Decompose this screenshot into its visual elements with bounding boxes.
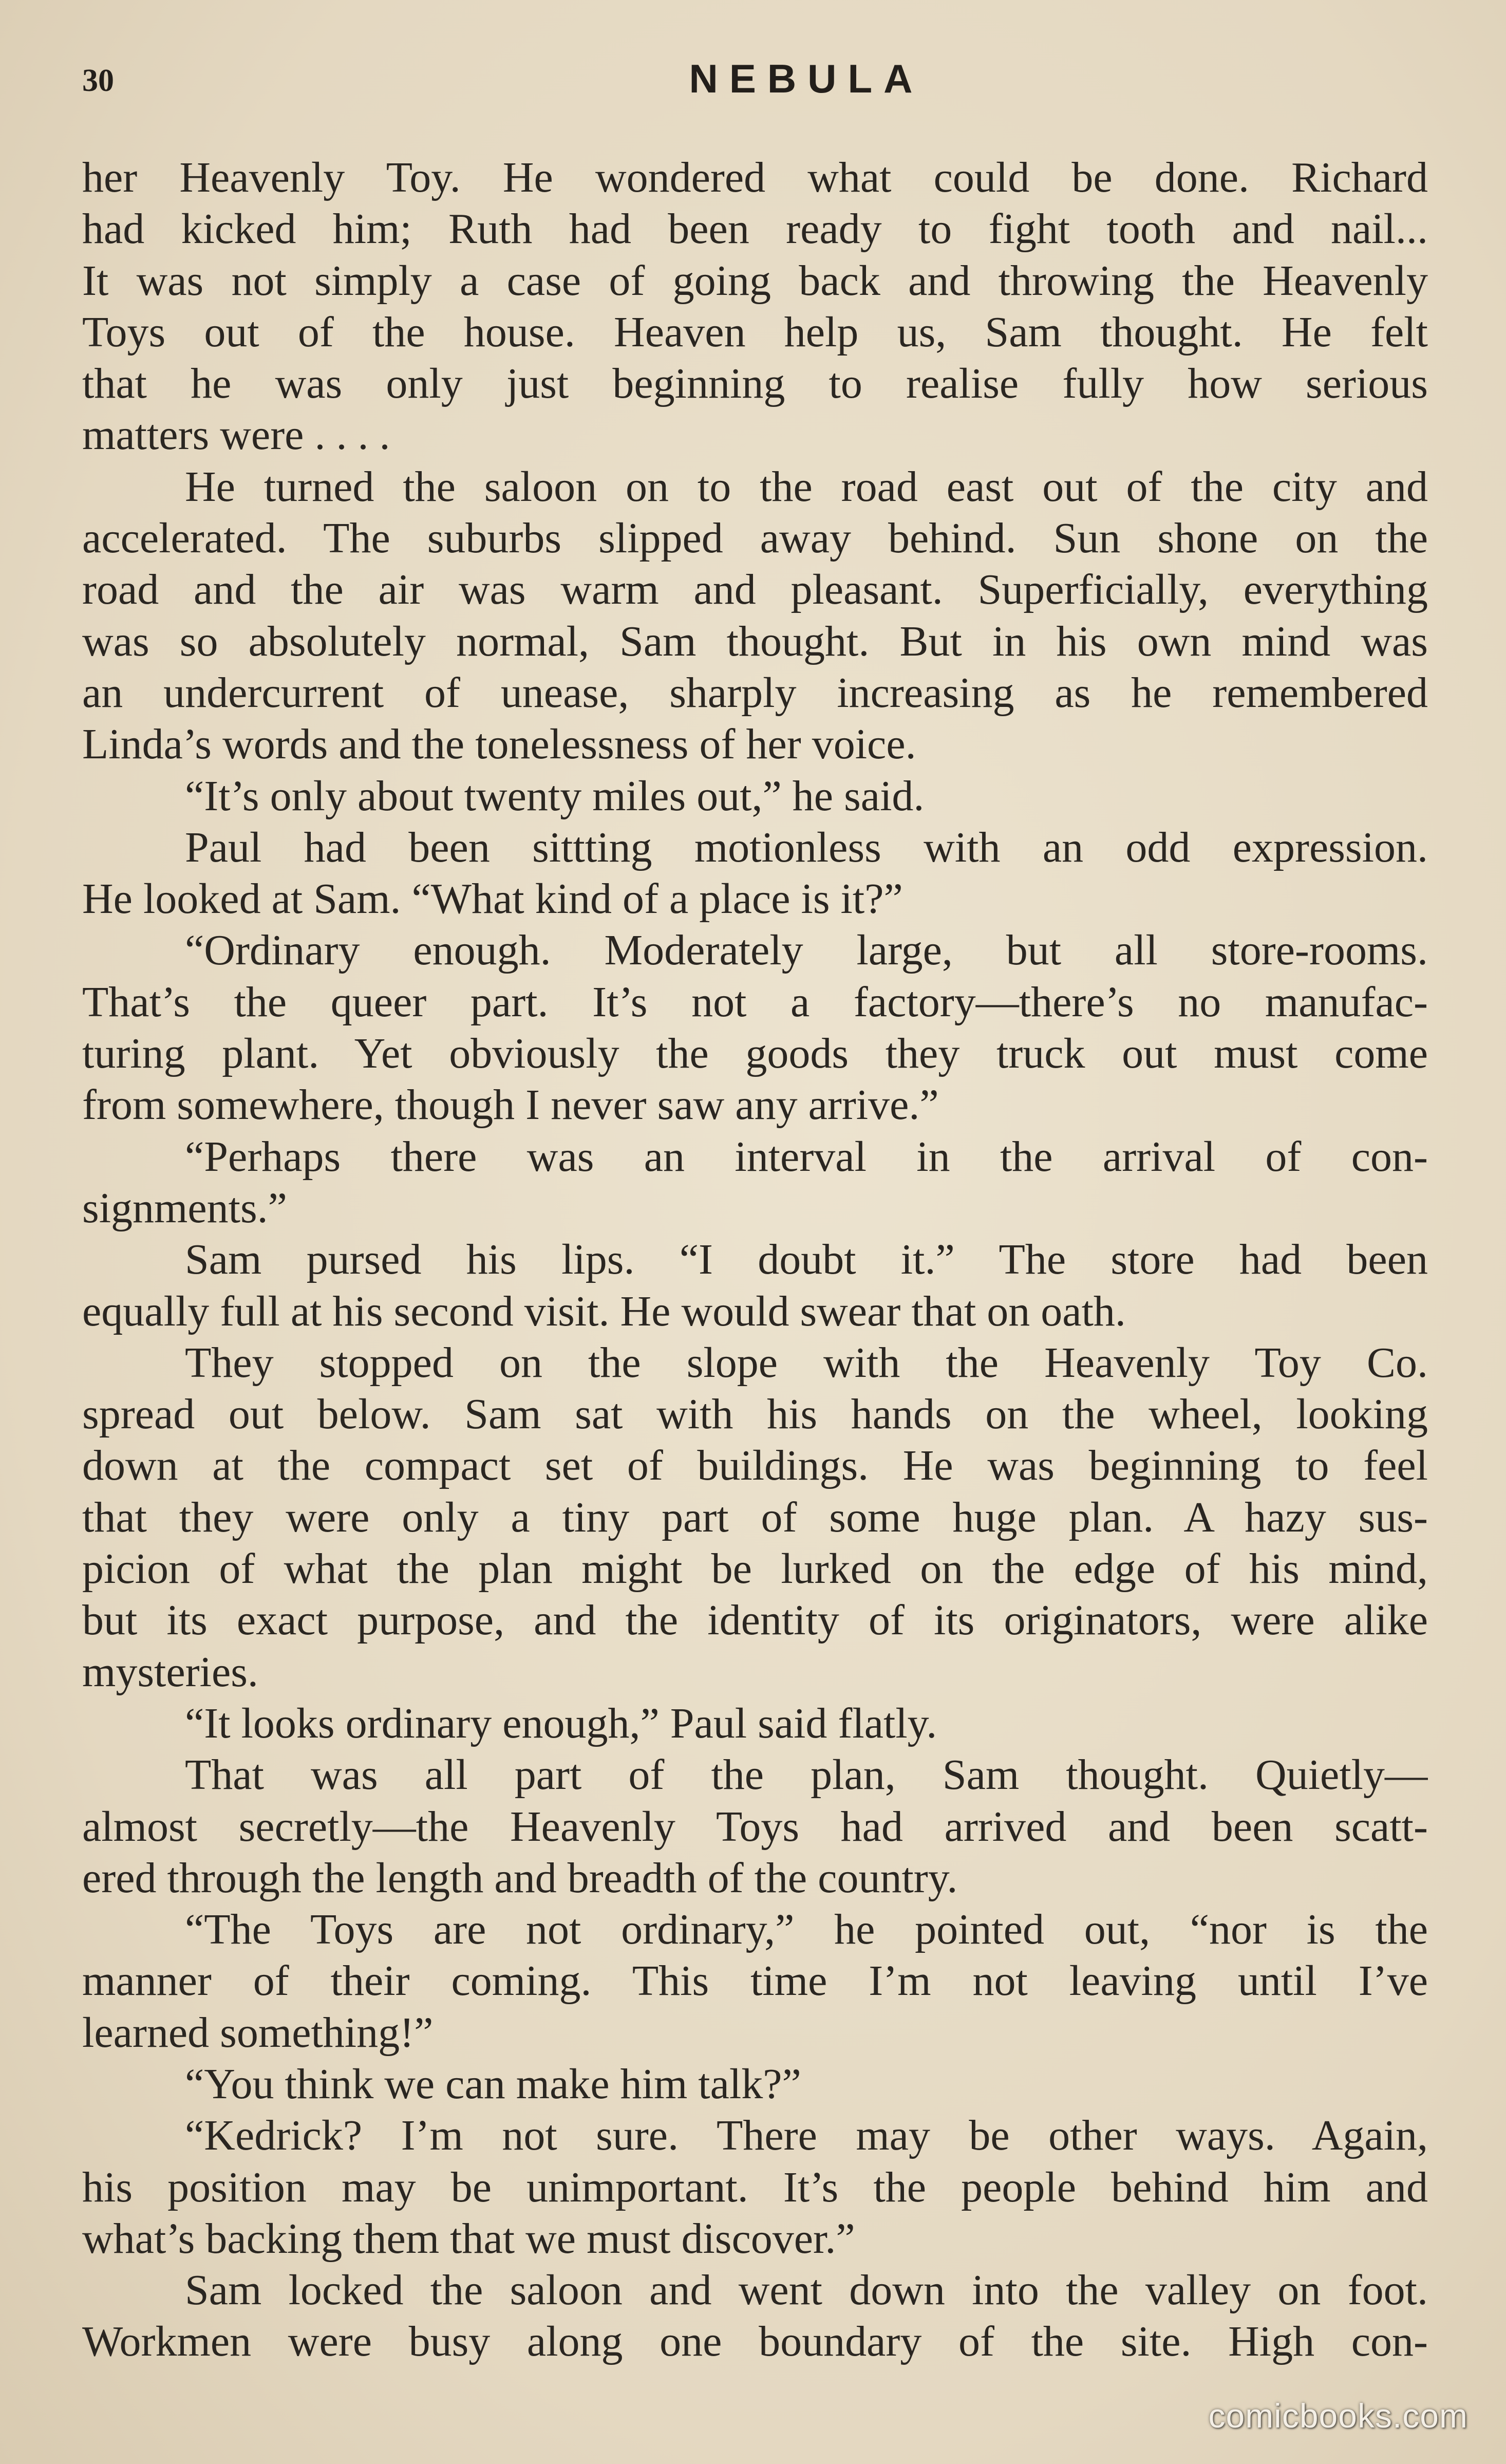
text-line: matters were . . . . [82, 411, 390, 459]
text-line: spread out below. Sam sat with his hands on the wheel, looking [82, 1390, 1428, 1439]
text-line: an undercurrent of unease, sharply increasing as he remembered [82, 668, 1428, 717]
text-line: That’s the queer part. It’s not a factory—there’s no manufac- [82, 978, 1428, 1026]
text-line: Workmen were busy along one boundary of the site. High con- [82, 2318, 1428, 2366]
text-line: “You think we can make him talk?” [185, 2060, 801, 2108]
text-line: “It’s only about twenty miles out,” he said. [185, 772, 925, 820]
text-line: equally full at his second visit. He would swear that on oath. [82, 1287, 1126, 1335]
text-line: picion of what the plan might be lurked on the edge of his mind, [82, 1545, 1428, 1593]
text-line: down at the compact set of buildings. He was beginning to feel [82, 1442, 1428, 1490]
text-line: had kicked him; Ruth had been ready to fight tooth and nail... [82, 205, 1428, 253]
text-line: Paul had been sittting motionless with an odd expression. [185, 823, 1428, 871]
text-line: Toys out of the house. Heaven help us, Sam thought. He felt [82, 308, 1428, 356]
text-line: He turned the saloon on to the road east out of the city and [185, 462, 1428, 511]
text-line: his position may be unimportant. It’s the people behind him and [82, 2163, 1428, 2211]
text-line: accelerated. The suburbs slipped away behind. Sun shone on the [82, 514, 1428, 563]
text-line: that he was only just beginning to realise fully how serious [82, 360, 1428, 408]
text-line: Linda’s words and the tonelessness of her voice. [82, 720, 916, 769]
running-head: NEBULA [689, 56, 924, 101]
text-line: “It looks ordinary enough,” Paul said flatly. [185, 1699, 937, 1747]
body-text [82, 152, 1428, 2368]
text-line: It was not simply a case of going back and throwing the Heavenly [82, 256, 1428, 305]
text-line: that they were only a tiny part of some huge plan. A hazy sus- [82, 1493, 1428, 1541]
text-line: Sam pursed his lips. “I doubt it.” The store had been [185, 1236, 1428, 1284]
text-line: They stopped on the slope with the Heavenly Toy Co. [185, 1338, 1428, 1387]
text-line: her Heavenly Toy. He wondered what could be done. Richard [82, 154, 1428, 201]
text-line: He looked at Sam. “What kind of a place is it?” [82, 875, 903, 923]
text-line: almost secretly—the Heavenly Toys had arrived and been scatt- [82, 1802, 1428, 1851]
text-line: what’s backing them that we must discover.” [82, 2214, 855, 2263]
text-line: “Perhaps there was an interval in the arrival of con- [185, 1132, 1428, 1181]
text-line: “Ordinary enough. Moderately large, but all store-rooms. [185, 926, 1428, 975]
text-line: from somewhere, though I never saw any arrive.” [82, 1081, 939, 1129]
text-line: “The Toys are not ordinary,” he pointed out, “nor is the [185, 1906, 1428, 1954]
text-line: but its exact purpose, and the identity of its originators, were alike [82, 1596, 1428, 1645]
page-number: 30 [82, 63, 114, 98]
text-line: turing plant. Yet obviously the goods they truck out must come [82, 1030, 1428, 1078]
text-line: “Kedrick? I’m not sure. There may be other ways. Again, [185, 2112, 1428, 2160]
text-line: That was all part of the plan, Sam thought. Quietly— [185, 1751, 1428, 1799]
page-header [82, 55, 1428, 112]
watermark: comicbooks.com [1208, 2397, 1468, 2435]
text-line: mysteries. [82, 1648, 258, 1696]
text-line: was so absolutely normal, Sam thought. But in his own mind was [82, 617, 1428, 665]
text-line: ered through the length and breadth of the country. [82, 1854, 958, 1902]
text-line: road and the air was warm and pleasant. Superficially, everything [82, 566, 1428, 614]
text-line: signments.” [82, 1184, 287, 1232]
text-line: Sam locked the saloon and went down into the valley on foot. [185, 2266, 1428, 2314]
text-line: learned something!” [82, 2008, 434, 2057]
text-line: manner of their coming. This time I’m not leaving until I’ve [82, 1957, 1428, 2005]
